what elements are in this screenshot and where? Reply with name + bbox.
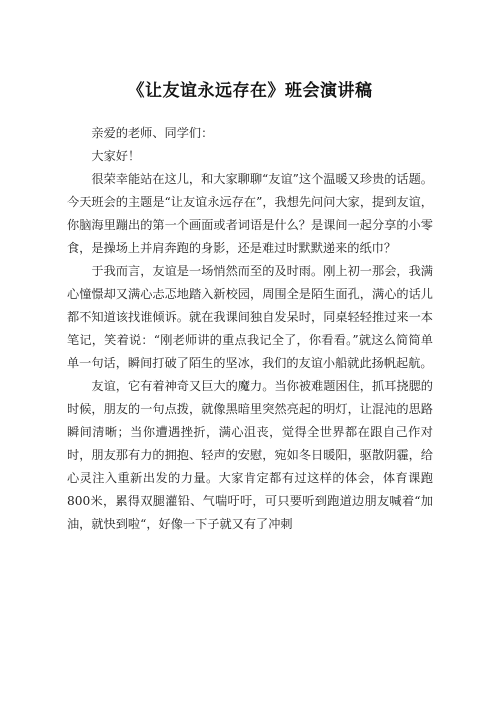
paragraph: 很荣幸能站在这儿，和大家聊聊“友谊”这个温暖又珍贵的话题。今天班会的主题是“让友谊永远存在”，我想先问问大家，提到友谊，你脑海里蹦出的第一个画面或者词语是什么？是课间一起分享的小零食，是操场上并肩奔跑的身影，还是难过时默默递来的纸巾？ (67, 172, 433, 255)
paragraph: 友谊，它有着神奇又巨大的魔力。当你被难题困住，抓耳挠腮的时候，朋友的一句点拨，就像黑暗里突然亮起的明灯，让混沌的思路瞬间清晰；当你遭遇挫折，满心沮丧，觉得全世界都在跟自己作对时，朋友那有力的拥抱、轻声的安慰，宛如冬日暖阳，驱散阴霾，给心灵注入重新出发的力量。大家肯定都有过这样的体会，体育课跑800米，累得双腿灌铅、气喘吁吁，可只要听到跑道边朋友喊着“加油，就快到啦“，好像一下子就又有了冲刺 (67, 379, 433, 531)
paragraph: 于我而言，友谊是一场悄然而至的及时雨。刚上初一那会，我满心憧憬却又满心忐忑地踏入新校园，周围全是陌生面孔，满心的话儿都不知道该找谁倾诉。就在我课间独自发呆时，同桌轻轻推过来一本笔记，笑着说：“刚老师讲的重点我记全了，你看看。”就这么简简单单一句话，瞬间打破了陌生的坚冰，我们的友谊小船就此扬帆起航。 (67, 264, 433, 370)
salutation: 亲爱的老师、同学们： (91, 126, 214, 140)
document-title: 《让友谊永远存在》班会演讲稿 (127, 81, 373, 101)
greeting: 大家好！ (91, 149, 141, 163)
speech-body (67, 122, 433, 536)
